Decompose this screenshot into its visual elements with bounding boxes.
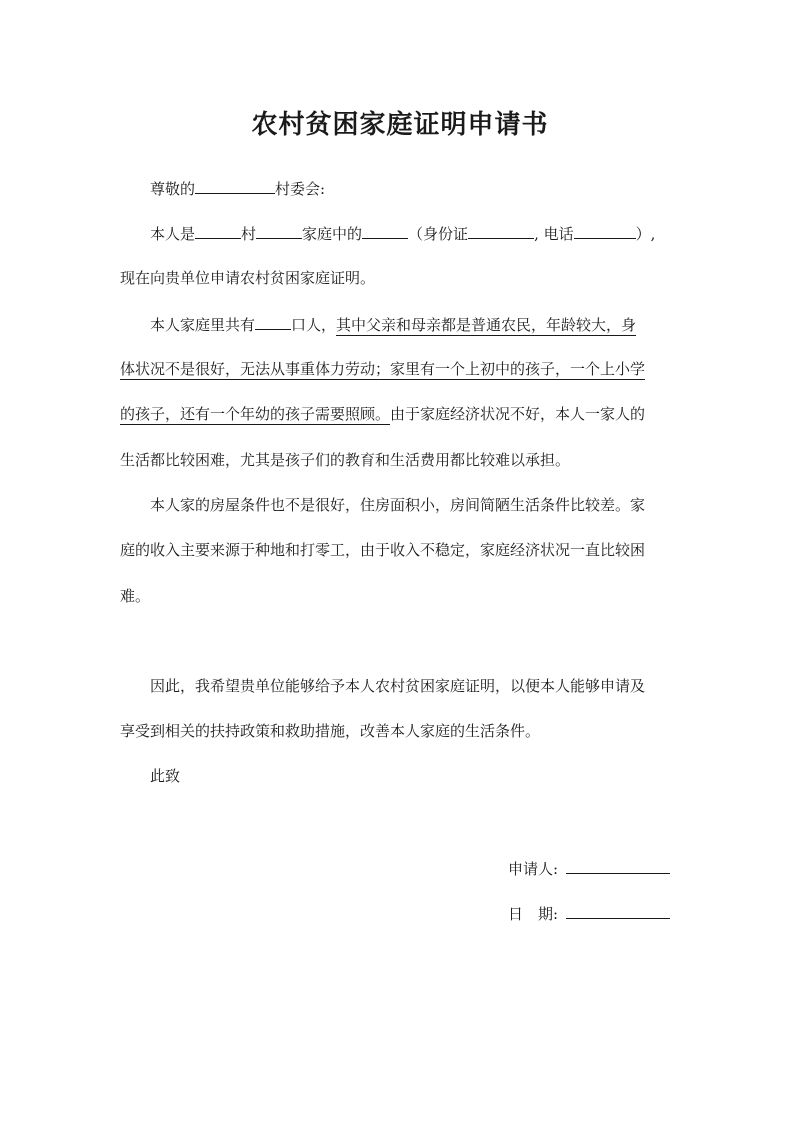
para2-underlined-text: 体状况不是很好，无法从事重体力劳动；家里有一个上初中的孩子，一个上小学 <box>120 360 646 378</box>
para4-line2: 享受到相关的扶持政策和救助措施，改善本人家庭的生活条件。 <box>120 722 541 740</box>
village-name-blank[interactable] <box>195 177 275 194</box>
applicant-label: 申请人: <box>508 860 559 878</box>
salutation-prefix: 尊敬的 <box>150 180 196 198</box>
date-label: 日 期: <box>508 905 559 923</box>
para1-text: 村 <box>241 225 257 243</box>
para2-line3 <box>120 403 685 425</box>
para2-line2 <box>120 358 685 380</box>
para1-text: （身份证 <box>408 225 469 243</box>
salutation-suffix: 村委会: <box>275 180 326 198</box>
para3-line1: 本人家的房屋条件也不是很好，住房面积小，房间简陋生活条件比较差。家 <box>150 496 646 514</box>
village-blank[interactable] <box>195 222 241 239</box>
applicant-signature <box>508 857 670 880</box>
document-title: 农村贫困家庭证明申请书 <box>251 110 549 140</box>
para1-text: 家庭中的 <box>302 225 363 243</box>
para1-text: , 电话 <box>534 225 574 243</box>
para2-line1 <box>120 313 715 336</box>
para2-line4: 生活都比较困难，尤其是孩子们的教育和生活费用都比较难以承担。 <box>120 451 571 469</box>
para2-text: 口人， <box>291 316 337 334</box>
para4-line1: 因此，我希望贵单位能够给予本人农村贫困家庭证明，以便本人能够申请及 <box>150 677 646 695</box>
para1-line1 <box>120 222 715 245</box>
para1-text: ）, <box>635 225 656 243</box>
closing: 此致 <box>150 767 181 785</box>
para3-line3: 难。 <box>120 587 151 605</box>
phone-blank[interactable] <box>574 222 636 239</box>
id-number-blank[interactable] <box>468 222 534 239</box>
para2-text: 本人家庭里共有 <box>150 316 256 334</box>
household-count-blank[interactable] <box>255 313 291 330</box>
para2-underlined-text: 的孩子，还有一个年幼的孩子需要照顾。 <box>120 405 391 423</box>
family-blank[interactable] <box>256 222 302 239</box>
para1-line2: 现在向贵单位申请农村贫困家庭证明。 <box>120 269 376 287</box>
date-blank[interactable] <box>566 902 670 919</box>
date-signature <box>508 902 670 925</box>
salutation <box>120 177 715 200</box>
para2-text: 由于家庭经济状况不好，本人一家人的 <box>390 405 646 423</box>
relation-blank[interactable] <box>362 222 408 239</box>
para2-underlined-text: 其中父亲和母亲都是普通农民，年龄较大，身 <box>336 316 637 334</box>
applicant-blank[interactable] <box>566 857 670 874</box>
para1-text: 本人是 <box>150 225 196 243</box>
para3-line2: 庭的收入主要来源于种地和打零工，由于收入不稳定，家庭经济状况一直比较困 <box>120 541 646 559</box>
